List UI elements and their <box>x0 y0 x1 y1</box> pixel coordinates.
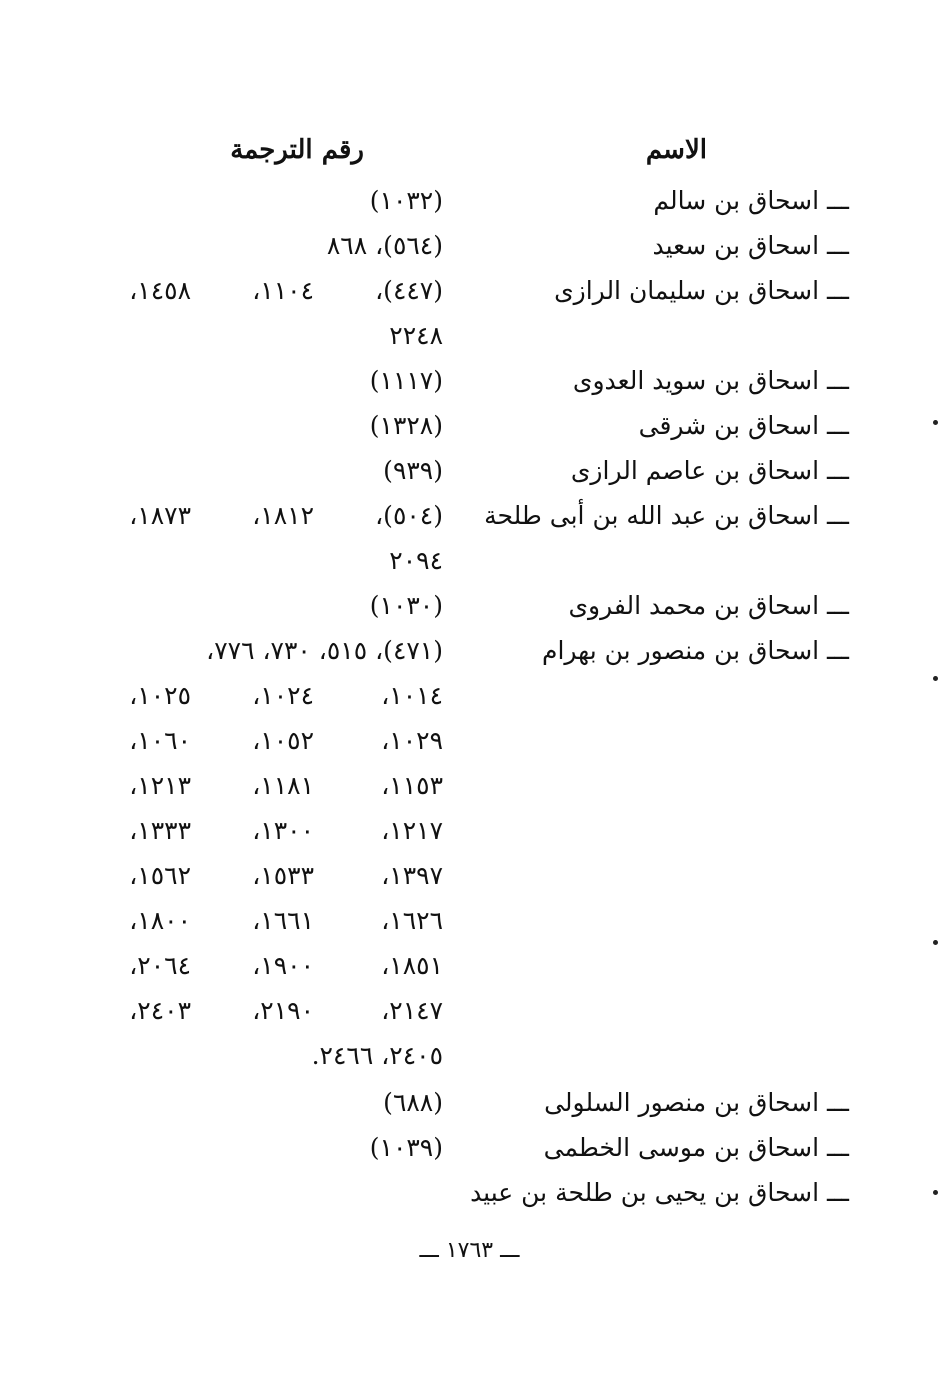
entry-number: ١٨٥١، <box>381 951 443 980</box>
entry-number: ١٠٥٢، <box>252 726 314 755</box>
entry-number: ١٩٠٠، <box>252 951 314 980</box>
person-name: ـــ اسحاق بن سالم <box>653 186 849 215</box>
entry-number-column-header: رقم الترجمة <box>230 135 364 165</box>
entry-number: (١٠٣٩) <box>369 1133 443 1162</box>
entry-number: ١٨١٢، <box>252 501 314 530</box>
entry-number: ٢١٤٧، <box>381 996 443 1025</box>
person-name: ـــ اسحاق بن يحيى بن طلحة بن عبيد <box>470 1178 849 1207</box>
entry-number: ١٣٠٠، <box>252 816 314 845</box>
entry-number: (١١١٧) <box>369 366 443 395</box>
index-row <box>0 1170 939 1216</box>
index-row <box>0 583 939 629</box>
entry-number: ١٣٣٣، <box>129 816 191 845</box>
entry-number: ١٢١٣، <box>129 771 191 800</box>
entry-number: ٢٠٦٤، <box>129 951 191 980</box>
index-row <box>0 718 939 764</box>
index-row <box>0 763 939 809</box>
index-row <box>0 1080 939 1126</box>
entry-number: ١١٥٣، <box>381 771 443 800</box>
index-row <box>0 1125 939 1171</box>
entry-number: ٢٢٤٨ <box>389 321 443 350</box>
entry-number: (٦٨٨) <box>383 1088 443 1117</box>
entry-number: ٢٤٠٥، ٢٤٦٦. <box>311 1041 443 1070</box>
index-row <box>0 313 939 359</box>
index-row <box>0 178 939 224</box>
person-name: ـــ اسحاق بن موسى الخطمى <box>543 1133 849 1162</box>
index-row <box>0 223 939 269</box>
entry-number: (٥٠٤)، <box>375 501 443 530</box>
entry-number: ١٥٣٣، <box>252 861 314 890</box>
index-row <box>0 808 939 854</box>
person-name: ـــ اسحاق بن عاصم الرازى <box>570 456 849 485</box>
entry-number: ١١٠٤، <box>252 276 314 305</box>
entry-number: ٢١٩٠، <box>252 996 314 1025</box>
person-name: ـــ اسحاق بن شرقى <box>638 411 849 440</box>
index-row <box>0 943 939 989</box>
entry-number: ١٤٥٨، <box>129 276 191 305</box>
entry-number: (١٠٣٢) <box>369 186 443 215</box>
entry-number: (٥٦٤)، ٨٦٨ <box>326 231 443 260</box>
person-name: ـــ اسحاق بن سويد العدوى <box>572 366 849 395</box>
index-row <box>0 358 939 404</box>
entry-number: ١٦٦١، <box>252 906 314 935</box>
entry-number: ١٠٦٠، <box>129 726 191 755</box>
index-row <box>0 538 939 584</box>
person-name: ـــ اسحاق بن منصور السلولى <box>544 1088 849 1117</box>
index-row <box>0 988 939 1034</box>
index-row <box>0 403 939 449</box>
entry-number: ١٢١٧، <box>381 816 443 845</box>
entry-number: ١٣٩٧، <box>381 861 443 890</box>
index-row <box>0 1033 939 1079</box>
entry-number: (١٠٣٠) <box>369 591 443 620</box>
index-row <box>0 673 939 719</box>
entry-number: ١٠١٤، <box>381 681 443 710</box>
index-row <box>0 853 939 899</box>
entry-number: (١٣٢٨) <box>369 411 443 440</box>
entry-number: (٤٧١)، ٥١٥، ٧٣٠، ٧٧٦، <box>206 636 443 665</box>
name-column-header: الاسم <box>645 135 707 165</box>
entry-number: ٢٠٩٤ <box>389 546 443 575</box>
entry-number: ١١٨١، <box>252 771 314 800</box>
index-row <box>0 898 939 944</box>
person-name: ـــ اسحاق بن سعيد <box>652 231 849 260</box>
binding-hole-mark <box>933 676 938 681</box>
binding-hole-mark <box>933 1190 938 1195</box>
index-row <box>0 268 939 314</box>
binding-hole-mark <box>933 420 938 425</box>
entry-number: ١٨٠٠، <box>129 906 191 935</box>
binding-hole-mark <box>933 940 938 945</box>
entry-number: (٩٣٩) <box>383 456 443 485</box>
index-row <box>0 628 939 674</box>
entry-number: (٤٤٧)، <box>375 276 443 305</box>
person-name: ـــ اسحاق بن منصور بن بهرام <box>541 636 849 665</box>
person-name: ـــ اسحاق بن محمد الفروى <box>568 591 849 620</box>
person-name: ـــ اسحاق بن سليمان الرازى <box>554 276 849 305</box>
entry-number: ١٥٦٢، <box>129 861 191 890</box>
entry-number: ١٦٢٦، <box>381 906 443 935</box>
entry-number: ٢٤٠٣، <box>129 996 191 1025</box>
page-number: ـــ ١٧٦٣ ـــ <box>419 1238 520 1263</box>
entry-number: ١٨٧٣، <box>129 501 191 530</box>
person-name: ـــ اسحاق بن عبد الله بن أبى طلحة <box>484 501 849 530</box>
entry-number: ١٠٢٤، <box>252 681 314 710</box>
entry-number: ١٠٢٩، <box>381 726 443 755</box>
index-row <box>0 493 939 539</box>
index-row <box>0 448 939 494</box>
entry-number: ١٠٢٥، <box>129 681 191 710</box>
